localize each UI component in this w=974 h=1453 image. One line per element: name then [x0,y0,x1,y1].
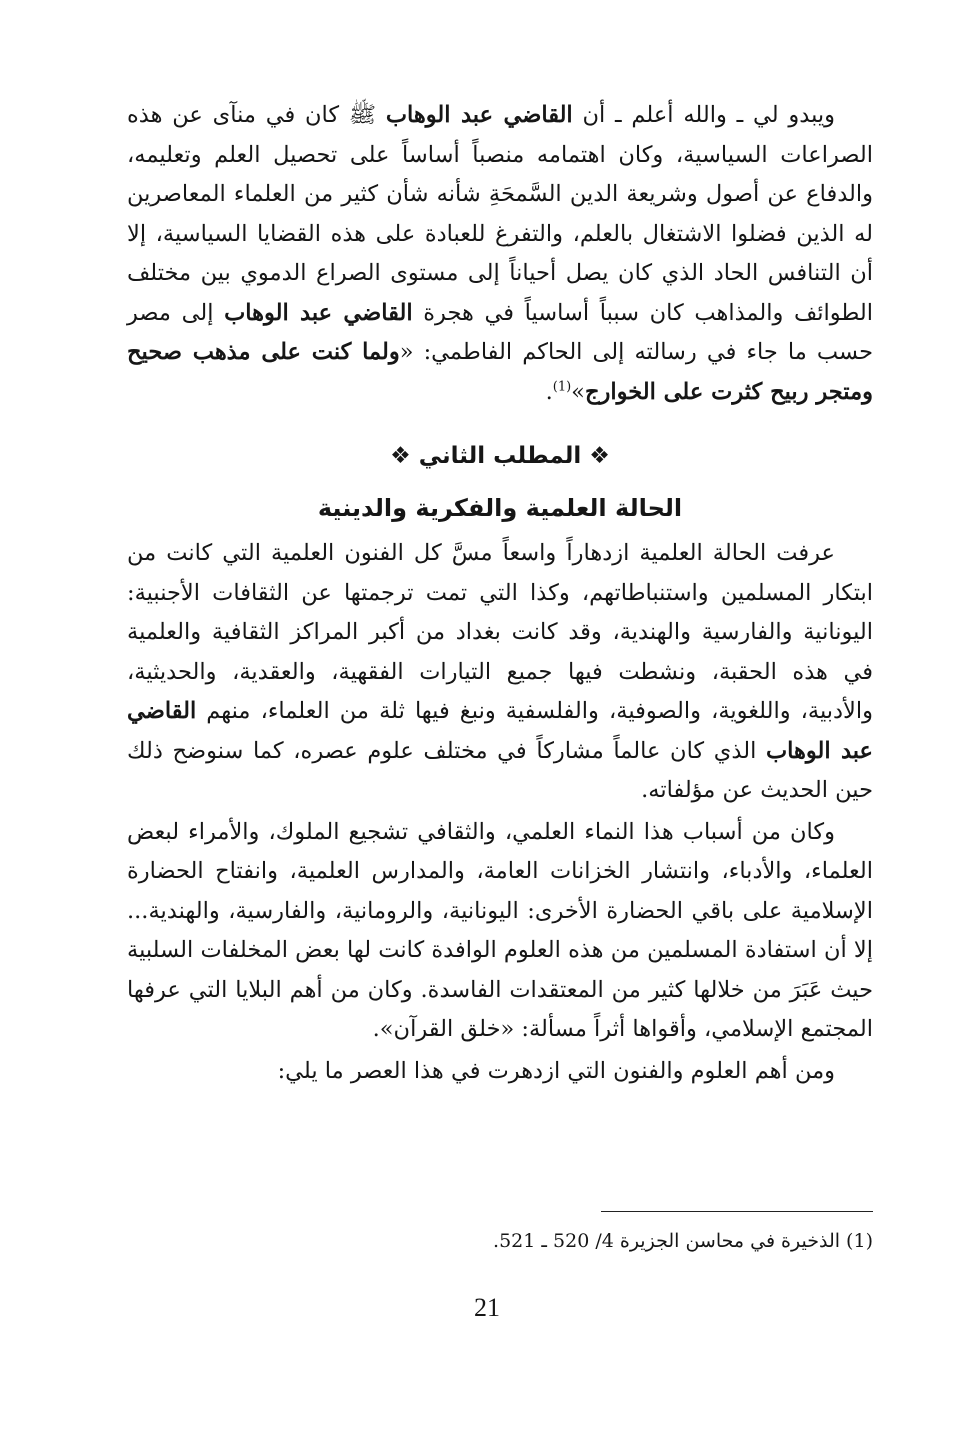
footnote-divider [601,1211,873,1212]
footnote-ref: (1) [552,379,572,394]
section-title: الحالة العلمية والفكرية والدينية [317,494,683,522]
paragraph-1 [127,96,873,412]
paragraph-4: ومن أهم العلوم والفنون التي ازدهرت في هذا العصر ما يلي: [277,1057,835,1084]
p1-text-a: ويبدو لي ـ والله أعلم ـ أن [572,102,835,128]
p1-text-e: إلى مصر حسب ما جاء في رسالته إلى الحاكم الفاطمي: « [127,299,874,365]
page-number: 21 [474,1293,500,1322]
p1-period: . [545,378,553,405]
footnote: (1) الذخيرة في محاسن الجزيرة 4/ 520 ـ 521. [493,1230,873,1252]
p1-text-c: ﷺ كان في منآى عن هذه الصراعات السياسية، وكان اهتمامه منصباً أساساً على تحصيل العلم وتعليمه، والدفاع عن أصول وشريعة الدين السَّمحَةِ شأنه شأن كثير من العلماء المعاصرين له الذين فضلوا الاشتغال بالعلم، والتفرغ للعبادة على هذه القضايا السياسية، إلا أن التنافس الحاد الذي كان يصل أحياناً إلى مستوى الصراع الدموي بين مختلف الطوائف والمذاهب كان سبباً أساسياً في هجرة [127,102,873,326]
p2-text-c: الذي كان عالماً مشاركاً في مختلف علوم عصره، كما سنوضح ذلك حين الحديث عن مؤلفاته. [127,737,873,803]
paragraph-3: وكان من أسباب هذا النماء العلمي، والثقافي تشجيع الملوك، والأمراء لبعض العلماء، والأدباء، وانتشار الخزانات العامة، والمدارس العلمية، وانفتاح الحضارة الإسلامية على باقي الحضارة الأخرى: اليونانية، والرومانية، والفارسية، والهندية... إلا أن استفادة المسلمين من هذه العلوم الوافدة كانت لها بعض المخلفات السلبية حيث عَبَرَ من خلالها كثير من المعتقدات الفاسدة. وكان من أهم البلايا التي عرفها المجتمع الإسلامي، وأقواها أثراً مسألة: «خلق القرآن». [127,818,873,1042]
p2-text-a: عرفت الحالة العلمية ازدهاراً واسعاً مسَّ كل الفنون العلمية التي كانت من ابتكار المسلمين واستنباطاتهم، وكذا التي تمت ترجمتها عن الثقافات الأجنبية: اليونانية والفارسية والهندية، وقد كانت بغداد من أكبر المراكز الثقافية والعلمية في هذه الحقبة، ونشطت فيها جميع التيارات الفقهية، والعقدية، والحديثية، والأدبية، واللغوية، والصوفية، والفلسفية ونبغ فيها ثلة من العلماء، منهم [127,540,873,724]
p1-name-qadi: القاضي عبد الوهاب [385,102,573,128]
page-body [127,96,873,1091]
p2-name-qadi: القاضي عبد الوهاب [127,698,873,764]
p1-quote-close: » [571,378,585,405]
section-heading: ❖ المطلب الثاني ❖ [390,443,610,469]
p1-quote: ولما كنت على مذهب صحيح ومتجر ربيح كثرت على الخوارج [127,339,873,405]
paragraph-2 [127,534,873,811]
p1-name-qadi-2: القاضي عبد الوهاب [224,299,413,326]
